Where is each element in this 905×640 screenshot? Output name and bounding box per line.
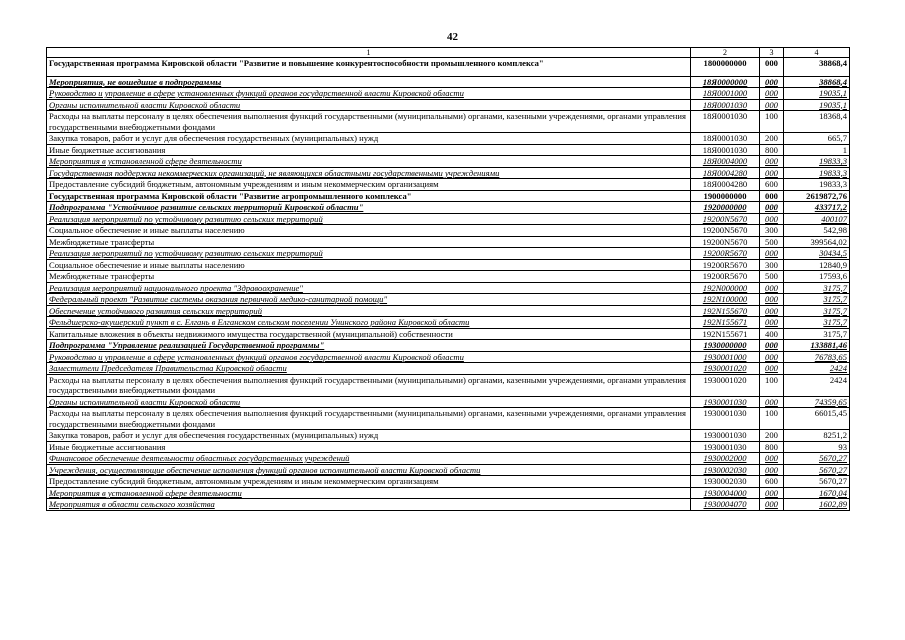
row-kind-cell: 100: [760, 111, 784, 133]
table-row: [47, 328, 850, 340]
row-code-cell: 1930001030: [691, 408, 760, 430]
row-sum-cell: 3175,7: [784, 282, 850, 294]
table-row: [47, 271, 850, 283]
row-sum-cell: 665,7: [784, 133, 850, 145]
row-kind-cell: 500: [760, 271, 784, 283]
table-row: [47, 111, 850, 133]
row-name-cell: Реализация мероприятий по устойчивому развитию сельских территорий: [47, 248, 691, 260]
row-name-cell: Социальное обеспечение и иные выплаты населению: [47, 259, 691, 271]
row-sum-cell: 1602,89: [784, 499, 850, 511]
row-code-cell: 18Я0004280: [691, 167, 760, 179]
row-sum-cell: 93: [784, 441, 850, 453]
row-code-cell: 1920000000: [691, 202, 760, 214]
row-sum-cell: 2424: [784, 374, 850, 396]
row-kind-cell: 000: [760, 167, 784, 179]
row-kind-cell: 000: [760, 363, 784, 375]
row-name-cell: Закупка товаров, работ и услуг для обеспечения государственных (муниципальных) нужд: [47, 133, 691, 145]
table-row: [47, 464, 850, 476]
table-row: [47, 99, 850, 111]
row-name-cell: Межбюджетные трансферты: [47, 236, 691, 248]
row-sum-cell: 1670,04: [784, 487, 850, 499]
table-row: [47, 282, 850, 294]
table-row: [47, 225, 850, 237]
row-code-cell: 18Я0004000: [691, 156, 760, 168]
page-number: 42: [447, 31, 458, 43]
row-kind-cell: 600: [760, 476, 784, 488]
row-name-cell: Социальное обеспечение и иные выплаты населению: [47, 225, 691, 237]
row-code-cell: 18Я0001030: [691, 144, 760, 156]
row-name-cell: Государственная программа Кировской области "Развитие и повышение конкурентоспособности промышленного комплекса": [47, 58, 691, 77]
row-kind-cell: 000: [760, 305, 784, 317]
row-name-cell: Межбюджетные трансферты: [47, 271, 691, 283]
row-kind-cell: 300: [760, 259, 784, 271]
row-code-cell: 1930001000: [691, 351, 760, 363]
table-row: [47, 430, 850, 442]
row-name-cell: Обеспечение устойчивого развития сельских территорий: [47, 305, 691, 317]
row-kind-cell: 000: [760, 58, 784, 77]
row-sum-cell: 30434,5: [784, 248, 850, 260]
row-code-cell: 1930001030: [691, 396, 760, 408]
table-row: [47, 213, 850, 225]
row-kind-cell: 100: [760, 374, 784, 396]
row-kind-cell: 000: [760, 464, 784, 476]
table-row: [47, 248, 850, 260]
table-row: [47, 133, 850, 145]
row-code-cell: 192N155671: [691, 317, 760, 329]
row-kind-cell: 000: [760, 248, 784, 260]
table-row: [47, 259, 850, 271]
row-name-cell: Предоставление субсидий бюджетным, автономным учреждениям и иным некоммерческим организациям: [47, 476, 691, 488]
table-row: [47, 453, 850, 465]
row-code-cell: 192N155671: [691, 328, 760, 340]
table-row: [47, 144, 850, 156]
table-row: [47, 305, 850, 317]
row-name-cell: Расходы на выплаты персоналу в целях обеспечения выполнения функций государственными (муниципальными) органами, казенными учреждениями, органами управления государственными внебюджетными фондами: [47, 374, 691, 396]
row-code-cell: 1930004000: [691, 487, 760, 499]
row-code-cell: 19200R5670: [691, 248, 760, 260]
row-code-cell: 18Я0001030: [691, 99, 760, 111]
table-row: [47, 156, 850, 168]
row-code-cell: 19200N5670: [691, 225, 760, 237]
table-row: [47, 190, 850, 202]
table-row: [47, 351, 850, 363]
row-name-cell: Учреждения, осуществляющие обеспечение исполнения функций органов исполнительной власти Кировской области: [47, 464, 691, 476]
row-sum-cell: 74359,65: [784, 396, 850, 408]
row-kind-cell: 000: [760, 88, 784, 100]
row-code-cell: 18Я0001000: [691, 88, 760, 100]
row-sum-cell: 1: [784, 144, 850, 156]
row-code-cell: 18Я0004280: [691, 179, 760, 191]
row-sum-cell: 3175,7: [784, 294, 850, 306]
row-name-cell: Подпрограмма "Устойчивое развитие сельских территорий Кировской области": [47, 202, 691, 214]
header-col-2: 2: [691, 48, 760, 58]
row-name-cell: Предоставление субсидий бюджетным, автономным учреждениям и иным некоммерческим организациям: [47, 179, 691, 191]
row-sum-cell: 2424: [784, 363, 850, 375]
row-sum-cell: 400107: [784, 213, 850, 225]
row-kind-cell: 000: [760, 340, 784, 352]
table-row: [47, 317, 850, 329]
row-kind-cell: 000: [760, 190, 784, 202]
row-code-cell: 1800000000: [691, 58, 760, 77]
table-row: [47, 88, 850, 100]
row-sum-cell: 76783,65: [784, 351, 850, 363]
row-code-cell: 18Я0001030: [691, 133, 760, 145]
row-name-cell: Фельдшерско-акушерский пункт в с. Елгань в Елганском сельском поселении Унинского района Кировской области: [47, 317, 691, 329]
row-kind-cell: 000: [760, 156, 784, 168]
row-name-cell: Иные бюджетные ассигнования: [47, 441, 691, 453]
row-name-cell: Иные бюджетные ассигнования: [47, 144, 691, 156]
row-sum-cell: 5670,27: [784, 464, 850, 476]
row-kind-cell: 000: [760, 213, 784, 225]
row-kind-cell: 600: [760, 179, 784, 191]
row-code-cell: 19200N5670: [691, 213, 760, 225]
row-sum-cell: 19035,1: [784, 99, 850, 111]
row-kind-cell: 300: [760, 225, 784, 237]
table-row: [47, 76, 850, 88]
row-name-cell: Расходы на выплаты персоналу в целях обеспечения выполнения функций государственными (муниципальными) органами, казенными учреждениями, органами управления государственными внебюджетными фондами: [47, 408, 691, 430]
row-kind-cell: 000: [760, 317, 784, 329]
row-code-cell: 1930001020: [691, 363, 760, 375]
row-name-cell: Заместители Председателя Правительства Кировской области: [47, 363, 691, 375]
header-col-1: 1: [47, 48, 691, 58]
row-kind-cell: 000: [760, 294, 784, 306]
row-sum-cell: 38868,4: [784, 58, 850, 77]
row-code-cell: 1930002030: [691, 476, 760, 488]
row-kind-cell: 000: [760, 76, 784, 88]
row-name-cell: Мероприятия в области сельского хозяйства: [47, 499, 691, 511]
row-code-cell: 1930004070: [691, 499, 760, 511]
table-row: [47, 340, 850, 352]
row-sum-cell: 3175,7: [784, 305, 850, 317]
row-name-cell: Реализация мероприятий по устойчивому развитию сельских территорий: [47, 213, 691, 225]
row-sum-cell: 399564,02: [784, 236, 850, 248]
row-sum-cell: 3175,7: [784, 317, 850, 329]
row-code-cell: 192N000000: [691, 282, 760, 294]
row-sum-cell: 19035,1: [784, 88, 850, 100]
row-sum-cell: 133881,46: [784, 340, 850, 352]
row-name-cell: Реализация мероприятий национального проекта "Здравоохранение": [47, 282, 691, 294]
row-name-cell: Руководство и управление в сфере установленных функций органов государственной власти Кировской области: [47, 88, 691, 100]
row-kind-cell: 000: [760, 99, 784, 111]
row-code-cell: 192N100000: [691, 294, 760, 306]
row-code-cell: 1930000000: [691, 340, 760, 352]
header-col-4: 4: [784, 48, 850, 58]
row-code-cell: 1930001020: [691, 374, 760, 396]
row-kind-cell: 000: [760, 499, 784, 511]
table-row: [47, 499, 850, 511]
row-code-cell: 19200R5670: [691, 271, 760, 283]
row-code-cell: 18Я0000000: [691, 76, 760, 88]
row-kind-cell: 000: [760, 202, 784, 214]
row-name-cell: Мероприятия в установленной сфере деятельности: [47, 156, 691, 168]
row-name-cell: Руководство и управление в сфере установленных функций органов государственной власти Кировской области: [47, 351, 691, 363]
row-kind-cell: 000: [760, 396, 784, 408]
row-name-cell: Мероприятия, не вошедшие в подпрограммы: [47, 76, 691, 88]
row-sum-cell: 12840,9: [784, 259, 850, 271]
row-name-cell: Федеральный проект "Развитие системы оказания первичной медико-санитарной помощи": [47, 294, 691, 306]
row-code-cell: 19200R5670: [691, 259, 760, 271]
row-sum-cell: 542,98: [784, 225, 850, 237]
row-code-cell: 192N155670: [691, 305, 760, 317]
table-row: [47, 396, 850, 408]
table-row: [47, 236, 850, 248]
row-kind-cell: 800: [760, 144, 784, 156]
budget-table: [46, 47, 850, 511]
row-code-cell: 1930001030: [691, 441, 760, 453]
table-row: [47, 202, 850, 214]
row-kind-cell: 000: [760, 487, 784, 499]
row-sum-cell: 5670,27: [784, 476, 850, 488]
row-name-cell: Органы исполнительной власти Кировской области: [47, 396, 691, 408]
row-kind-cell: 400: [760, 328, 784, 340]
row-kind-cell: 200: [760, 430, 784, 442]
row-kind-cell: 800: [760, 441, 784, 453]
row-sum-cell: 18368,4: [784, 111, 850, 133]
row-kind-cell: 200: [760, 133, 784, 145]
row-name-cell: Государственная программа Кировской области "Развитие агропромышленного комплекса": [47, 190, 691, 202]
row-sum-cell: 19833,3: [784, 167, 850, 179]
table-row: [47, 58, 850, 77]
row-sum-cell: 17593,6: [784, 271, 850, 283]
row-name-cell: Мероприятия в установленной сфере деятельности: [47, 487, 691, 499]
row-kind-cell: 000: [760, 351, 784, 363]
row-sum-cell: 433717,2: [784, 202, 850, 214]
row-name-cell: Государственная поддержка некоммерческих организаций, не являющихся областными государственными учреждениями: [47, 167, 691, 179]
table-row: [47, 363, 850, 375]
row-code-cell: 19200N5670: [691, 236, 760, 248]
row-sum-cell: 66015,45: [784, 408, 850, 430]
row-sum-cell: 2619872,76: [784, 190, 850, 202]
row-sum-cell: 5670,27: [784, 453, 850, 465]
row-code-cell: 1930001030: [691, 430, 760, 442]
row-name-cell: Органы исполнительной власти Кировской области: [47, 99, 691, 111]
row-kind-cell: 000: [760, 453, 784, 465]
table-row: [47, 167, 850, 179]
table-row: [47, 441, 850, 453]
row-code-cell: 1900000000: [691, 190, 760, 202]
row-name-cell: Финансовое обеспечение деятельности областных государственных учреждений: [47, 453, 691, 465]
header-row: [47, 48, 850, 58]
row-name-cell: Подпрограмма "Управление реализацией Государственной программы": [47, 340, 691, 352]
row-kind-cell: 100: [760, 408, 784, 430]
row-sum-cell: 3175,7: [784, 328, 850, 340]
table-row: [47, 294, 850, 306]
header-col-3: 3: [760, 48, 784, 58]
table-row: [47, 487, 850, 499]
row-code-cell: 1930002030: [691, 464, 760, 476]
table-row: [47, 179, 850, 191]
row-sum-cell: 19833,3: [784, 179, 850, 191]
row-name-cell: Капитальные вложения в объекты недвижимого имущества государственной (муниципальной) собственности: [47, 328, 691, 340]
row-name-cell: Закупка товаров, работ и услуг для обеспечения государственных (муниципальных) нужд: [47, 430, 691, 442]
row-sum-cell: 19833,3: [784, 156, 850, 168]
row-code-cell: 18Я0001030: [691, 111, 760, 133]
row-sum-cell: 38868,4: [784, 76, 850, 88]
row-name-cell: Расходы на выплаты персоналу в целях обеспечения выполнения функций государственными (муниципальными) органами, казенными учреждениями, органами управления государственными внебюджетными фондами: [47, 111, 691, 133]
table-row: [47, 374, 850, 396]
table-row: [47, 408, 850, 430]
row-sum-cell: 8251,2: [784, 430, 850, 442]
table-row: [47, 476, 850, 488]
row-kind-cell: 500: [760, 236, 784, 248]
row-kind-cell: 000: [760, 282, 784, 294]
row-code-cell: 1930002000: [691, 453, 760, 465]
